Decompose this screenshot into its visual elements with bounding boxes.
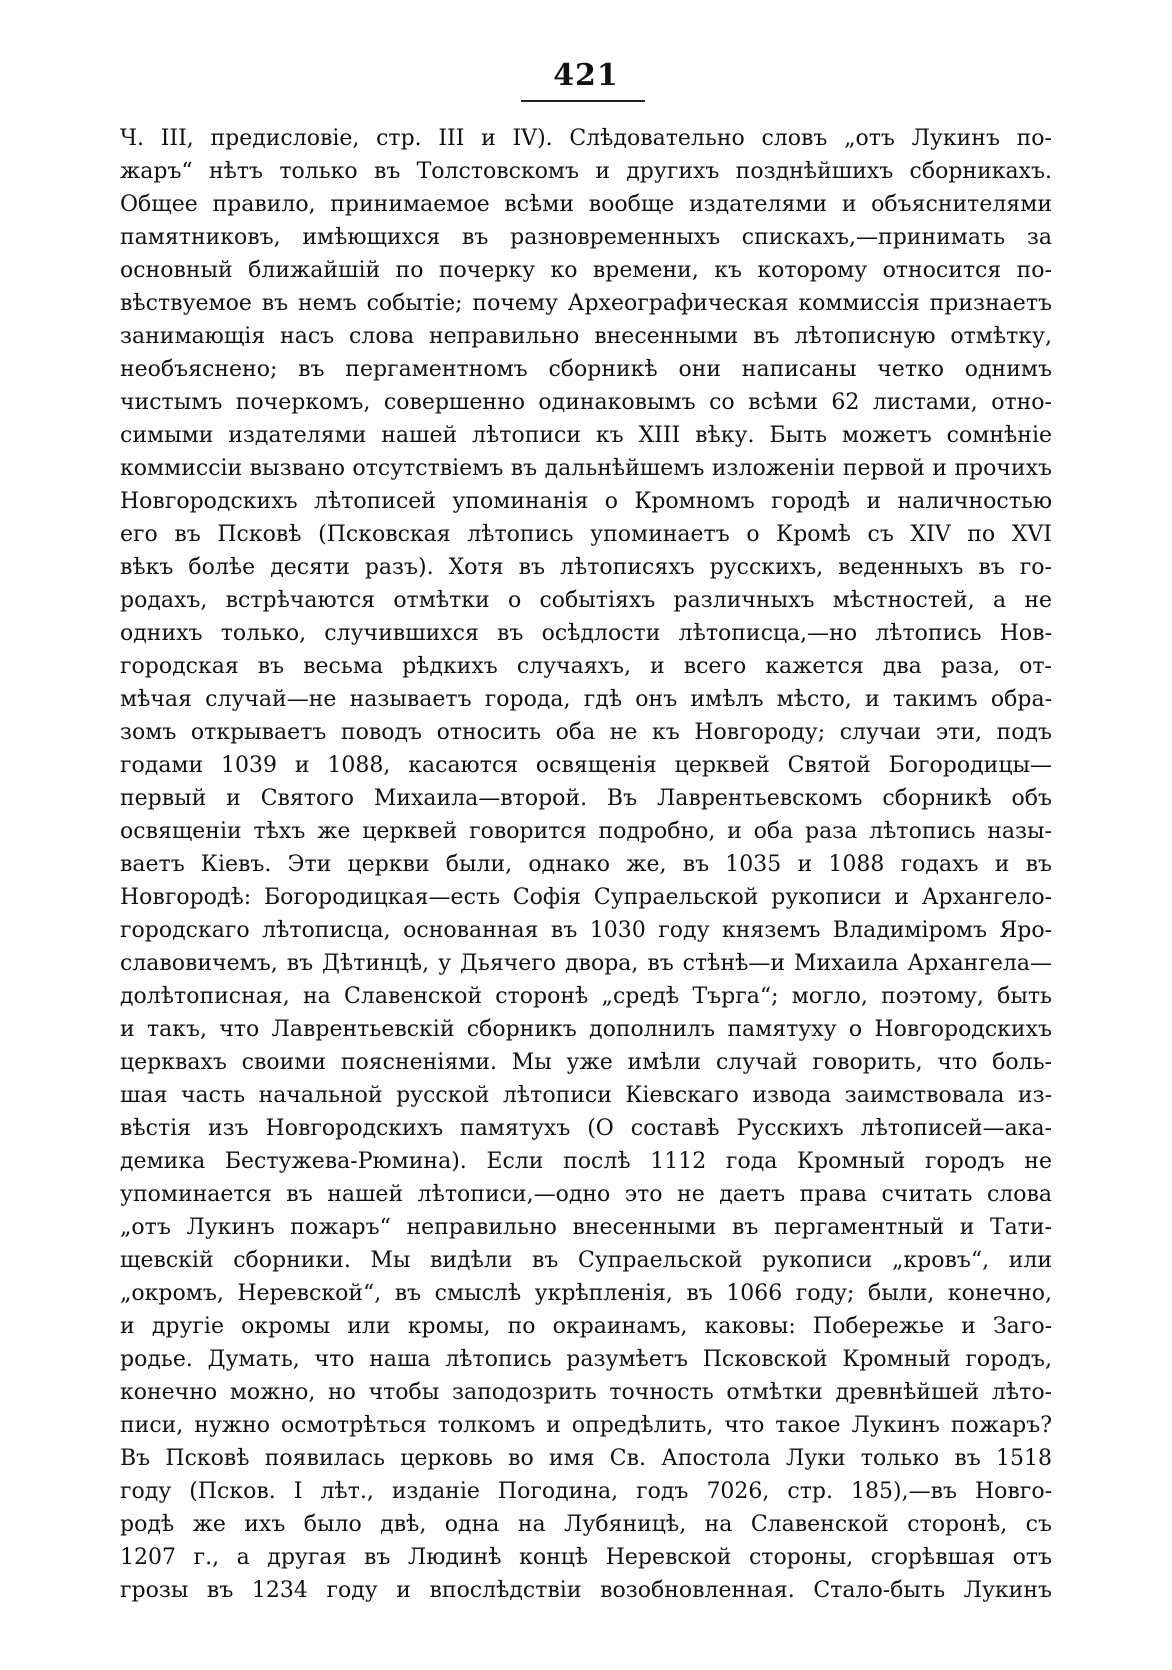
text-line: конечно можно, но чтобы заподозрить точность отмѣтки древнѣйшей лѣто- <box>120 1380 1052 1405</box>
text-line: долѣтописная, на Славенской сторонѣ „средѣ Търга“; могло, поэтому, быть <box>120 984 1052 1009</box>
text-line: и такъ, что Лаврентьевскій сборникъ дополнилъ памятуху о Новгородскихъ <box>120 1017 1052 1042</box>
text-line: занимающія насъ слова неправильно внесенными въ лѣтописную отмѣтку, <box>120 324 1052 349</box>
text-line: зомъ открываетъ поводъ относить оба не къ Новгороду; случаи эти, подъ <box>120 720 1052 745</box>
text-line: городская въ весьма рѣдкихъ случаяхъ, и всего кажется два раза, от- <box>120 654 1052 679</box>
text-line: однихъ только, случившихся въ осѣдлости лѣтописца,—но лѣтопись Нов- <box>120 621 1052 646</box>
text-line: городскаго лѣтописца, основанная въ 1030 году княземъ Владиміромъ Яро- <box>120 918 1052 943</box>
text-line: 1207 г., а другая въ Людинѣ концѣ Неревской стороны, сгорѣвшая отъ <box>120 1545 1052 1570</box>
text-line: году (Псков. I лѣт., изданіе Погодина, годъ 7026, стр. 185),—въ Новго- <box>120 1479 1052 1504</box>
text-line: необъяснено; въ пергаментномъ сборникѣ они написаны четко однимъ <box>120 357 1052 382</box>
text-line: годами 1039 и 1088, касаются освященія церквей Святой Богородицы— <box>120 753 1052 778</box>
text-line: упоминается въ нашей лѣтописи,—одно это не даетъ права считать слова <box>120 1182 1052 1207</box>
text-line: демика Бестужева-Рюмина). Если послѣ 1112 года Кромный городъ не <box>120 1149 1052 1174</box>
text-line: родѣ же ихъ было двѣ, одна на Лубяницѣ, на Славенской сторонѣ, съ <box>120 1512 1052 1537</box>
text-line: симыми издателями нашей лѣтописи къ XIII вѣку. Быть можетъ сомнѣніе <box>120 423 1052 448</box>
header-rule <box>521 100 645 102</box>
text-line: „окромъ, Неревской“, въ смыслѣ укрѣпленія, въ 1066 году; были, конечно, <box>120 1281 1052 1306</box>
page-number: 421 <box>553 58 619 93</box>
text-line: Новгородскихъ лѣтописей упоминанія о Кромномъ городѣ и наличностью <box>120 489 1052 514</box>
text-line: шая часть начальной русской лѣтописи Кіевскаго извода заимствовала из- <box>120 1083 1052 1108</box>
text-line: вѣстія изъ Новгородскихъ памятухъ (О составѣ Русскихъ лѣтописей—ака- <box>120 1116 1052 1141</box>
text-line: Общее правило, принимаемое всѣми вообще издателями и объяснителями <box>120 192 1052 217</box>
text-line: его въ Псковѣ (Псковская лѣтопись упоминаетъ о Кромѣ съ XIV по XVI <box>120 522 1052 547</box>
text-line: ваетъ Кіевъ. Эти церкви были, однако же, въ 1035 и 1088 годахъ и въ <box>120 852 1052 877</box>
text-line: славовичемъ, въ Дѣтинцѣ, у Дьячего двора, въ стѣнѣ—и Михаила Архангела— <box>120 951 1052 976</box>
text-line: жаръ“ нѣтъ только въ Толстовскомъ и другихъ позднѣйшихъ сборникахъ. <box>120 159 1052 184</box>
text-line: Въ Псковѣ появилась церковь во имя Св. Апостола Луки только въ 1518 <box>120 1446 1052 1471</box>
text-line: Новгородѣ: Богородицкая—есть Софія Супраельской рукописи и Архангело- <box>120 885 1052 910</box>
text-line: церквахъ своими поясненіями. Мы уже имѣли случай говорить, что боль- <box>120 1050 1052 1075</box>
text-line: чистымъ почеркомъ, совершенно одинаковымъ со всѣми 62 листами, отно- <box>120 390 1052 415</box>
body-text <box>120 122 1052 1607</box>
text-line: вѣкъ болѣе десяти разъ). Хотя въ лѣтописяхъ русскихъ, веденныхъ въ го- <box>120 555 1052 580</box>
text-line: щевскій сборники. Мы видѣли въ Супраельской рукописи „кровъ“, или <box>120 1248 1052 1273</box>
text-line: писи, нужно осмотрѣться толкомъ и опредѣлить, что такое Лукинъ пожаръ? <box>120 1413 1052 1438</box>
text-line: освященіи тѣхъ же церквей говорится подробно, и оба раза лѣтопись назы- <box>120 819 1052 844</box>
text-line: мѣчая случай—не называетъ города, гдѣ онъ имѣлъ мѣсто, и такимъ обра- <box>120 687 1052 712</box>
text-line: коммиссіи вызвано отсутствіемъ въ дальнѣйшемъ изложеніи первой и прочихъ <box>120 456 1052 481</box>
text-line: родахъ, встрѣчаются отмѣтки о событіяхъ различныхъ мѣстностей, а не <box>120 588 1052 613</box>
text-line: основный ближайшій по почерку ко времени, къ которому относится по- <box>120 258 1052 283</box>
text-line: грозы въ 1234 году и впослѣдствіи возобновленная. Стало-быть Лукинъ <box>120 1578 1052 1603</box>
text-line: родье. Думать, что наша лѣтопись разумѣетъ Псковской Кромный городъ, <box>120 1347 1052 1372</box>
text-line: и другіе окромы или кромы, по окраинамъ, каковы: Побережье и Заго- <box>120 1314 1052 1339</box>
text-line: „отъ Лукинъ пожаръ“ неправильно внесенными въ пергаментный и Тати- <box>120 1215 1052 1240</box>
text-line: Ч. III, предисловіе, стр. III и IV). Слѣдовательно словъ „отъ Лукинъ по- <box>120 126 1052 151</box>
text-line: вѣствуемое въ немъ событіе; почему Археографическая коммиссія признаетъ <box>120 291 1052 316</box>
text-line: памятниковъ, имѣющихся въ разновременныхъ спискахъ,—принимать за <box>120 225 1052 250</box>
text-line: первый и Святого Михаила—второй. Въ Лаврентьевскомъ сборникѣ объ <box>120 786 1052 811</box>
